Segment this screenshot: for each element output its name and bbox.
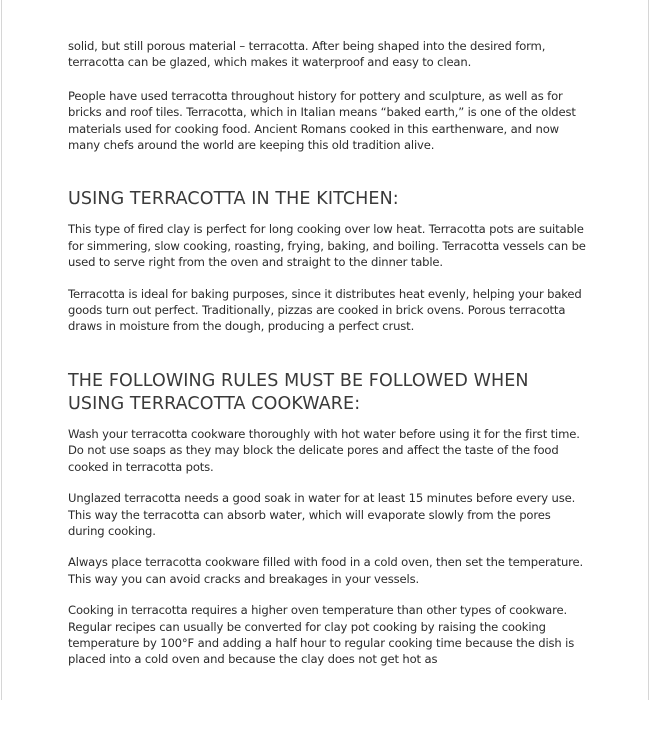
rule-paragraph-4: Cooking in terracotta requires a higher oven temperature than other types of cookware. Regular recipes can usually be converted for clay pot cooking by raising the cooking temperature by 100°F and adding a half hour to regular cooking time because the dish is placed into a cold oven and because the clay does not get hot as <box>68 603 575 667</box>
page-border-left <box>1 0 2 700</box>
kitchen-paragraph-2: Terracotta is ideal for baking purposes, since it distributes heat evenly, helping your baked goods turn out perfect. Traditionally, pizzas are cooked in brick ovens. Porous terracotta draws in moisture from the dough, producing a perfect crust. <box>68 286 582 334</box>
page-bottom-margin <box>0 700 650 750</box>
rules-section-heading: THE FOLLOWING RULES MUST BE FOLLOWED WHEN USING TERRACOTTA COOKWARE: <box>68 370 529 414</box>
rule-paragraph-1: Wash your terracotta cookware thoroughly with hot water before using it for the first time. Do not use soaps as they may block the delicate pores and affect the taste of the food cooked in terracotta pots. <box>68 426 580 474</box>
rule-paragraph-3: Always place terracotta cookware filled with food in a cold oven, then set the temperature. This way you can avoid cracks and breakages in your vessels. <box>68 555 584 586</box>
kitchen-section-heading: USING TERRACOTTA IN THE KITCHEN: <box>68 189 399 210</box>
document-body <box>68 38 588 683</box>
kitchen-paragraph-1: This type of fired clay is perfect for long cooking over low heat. Terracotta pots are suitable for simmering, slow cooking, roasting, frying, baking, and boiling. Terracotta vessels can be used to serve right from the oven and straight to the dinner table. <box>68 222 586 270</box>
rule-paragraph-2: Unglazed terracotta needs a good soak in water for at least 15 minutes before every use. This way the terracotta can absorb water, which will evaporate slowly from the pores during cooking. <box>68 491 576 538</box>
intro-paragraph-2: People have used terracotta throughout history for pottery and sculpture, as well as for bricks and roof tiles. Terracotta, which in Italian means “baked earth,” is one of the oldest materials used for cooking food. Ancient Romans cooked in this earthenware, and now many chefs around the world are keeping this old tradition alive. <box>68 88 576 153</box>
page-border-right <box>648 0 649 700</box>
intro-paragraph-1: solid, but still porous material – terracotta. After being shaped into the desired form, terracotta can be glazed, which makes it waterproof and easy to clean. <box>68 39 546 70</box>
